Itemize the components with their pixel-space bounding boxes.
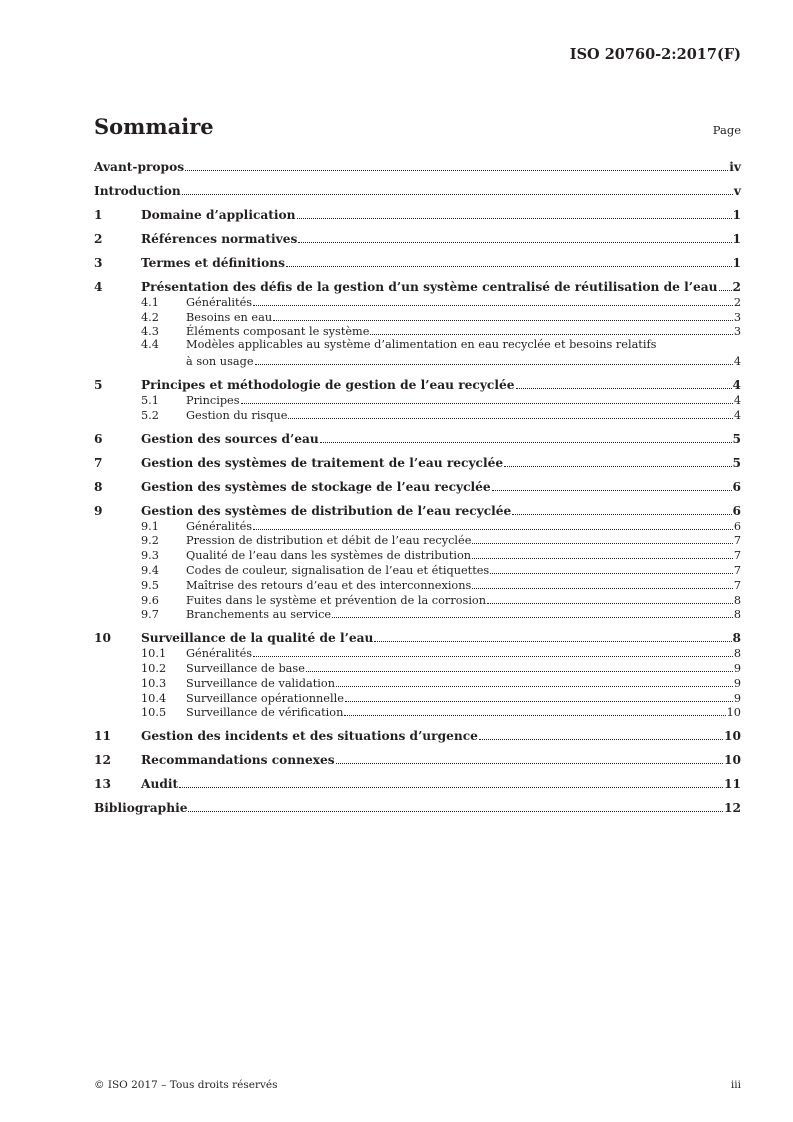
toc-entry-number: 1 <box>94 208 103 222</box>
dot-leader <box>370 333 732 335</box>
toc-entry-page: 4 <box>733 393 741 407</box>
dot-leader <box>344 714 725 716</box>
toc-entry-number: 9.3 <box>141 549 159 563</box>
toc-entry-page: 9 <box>733 676 741 690</box>
toc-entry-page: 6 <box>732 503 741 518</box>
toc-subentry-4-3[interactable] <box>94 324 741 339</box>
toc-entry-page: 7 <box>733 563 741 577</box>
toc-subentry-10-1[interactable] <box>94 645 741 660</box>
toc-entry-page: 6 <box>732 479 741 494</box>
dot-leader <box>253 655 733 657</box>
toc-entry-page: 7 <box>733 534 741 548</box>
toc-subentry-10-5[interactable] <box>94 705 741 720</box>
copyright-notice: © ISO 2017 – Tous droits réservés <box>94 1079 278 1091</box>
toc-entry-number: 10 <box>94 631 111 646</box>
toc-entry-label: Besoins en eau <box>186 310 273 324</box>
toc-entry-label: Codes de couleur, signalisation de l’eau et étiquettes <box>186 563 490 577</box>
toc-entry-avant-propos[interactable] <box>94 155 741 174</box>
toc-subentry-9-1[interactable] <box>94 518 741 533</box>
dot-leader <box>253 304 733 306</box>
toc-entry-label: Gestion des incidents et des situations d’urgence <box>141 729 478 744</box>
toc-entry-page: 9 <box>733 691 741 705</box>
toc-entry-2[interactable] <box>94 222 741 246</box>
dot-leader <box>255 363 733 365</box>
toc-subentry-5-2[interactable] <box>94 407 741 422</box>
toc-entry-label: Surveillance de vérification <box>186 706 344 720</box>
toc-entry-page: 7 <box>733 549 741 563</box>
toc-entry-label-continued: à son usage <box>186 355 254 369</box>
dot-leader <box>182 193 733 195</box>
toc-entry-number: 9.2 <box>141 534 159 548</box>
toc-entry-page: 10 <box>724 729 741 744</box>
toc-entry-label: Généralités <box>186 295 253 309</box>
toc-entry-page: 8 <box>732 631 741 646</box>
dot-leader <box>306 670 733 672</box>
page-title: Sommaire <box>94 114 214 139</box>
toc-entry-number: 11 <box>94 729 111 744</box>
toc-entry-number: 12 <box>94 753 111 768</box>
toc-entry-number: 9.1 <box>141 519 159 533</box>
toc-entry-number: 13 <box>94 777 111 792</box>
toc-entry-3[interactable] <box>94 246 741 270</box>
toc-entry-label: Introduction <box>94 184 181 198</box>
toc-entry-page: v <box>733 184 741 198</box>
toc-entry-number: 9.6 <box>141 593 159 607</box>
toc-entry-label: Principes et méthodologie de gestion de l’eau recyclée <box>141 378 515 393</box>
toc-entry-number: 9.5 <box>141 578 159 592</box>
dot-leader <box>336 685 733 687</box>
toc-subentry-9-6[interactable] <box>94 592 741 607</box>
toc-entry-label: Audit <box>141 777 179 792</box>
toc-entry-number: 4.4 <box>141 338 159 352</box>
dot-leader <box>241 402 733 404</box>
dot-leader <box>179 786 723 788</box>
toc-entry-number: 8 <box>94 479 103 494</box>
toc-subentry-9-4[interactable] <box>94 562 741 577</box>
toc-entry-page: 2 <box>732 280 741 294</box>
toc-subentry-10-3[interactable] <box>94 675 741 690</box>
toc-entry-7[interactable] <box>94 446 741 470</box>
toc-entry-page: 8 <box>733 647 741 661</box>
toc-entry-9[interactable] <box>94 494 741 518</box>
toc-entry-page: 8 <box>733 608 741 622</box>
dot-leader <box>332 616 733 618</box>
toc-entry-1[interactable] <box>94 198 741 222</box>
toc-entry-11[interactable] <box>94 719 741 743</box>
toc-entry-number: 7 <box>94 455 103 470</box>
page-footer <box>94 1079 741 1091</box>
toc-entry-page: 11 <box>724 777 741 792</box>
toc-entry-page: 1 <box>732 232 741 246</box>
toc-entry-label: Qualité de l’eau dans les systèmes de distribution <box>186 549 472 563</box>
dot-leader <box>288 417 732 419</box>
dot-leader <box>472 587 733 589</box>
toc-entry-page: 4 <box>732 378 741 393</box>
toc-entry-number: 10.1 <box>141 647 167 661</box>
toc-entry-page: 4 <box>733 355 741 369</box>
toc-entry-label: Pression de distribution et débit de l’eau recyclée <box>186 534 472 548</box>
toc-subentry-5-1[interactable] <box>94 392 741 407</box>
toc-entry-number: 4 <box>94 280 103 294</box>
toc-entry-5[interactable] <box>94 368 741 392</box>
toc-subentry-4-4[interactable] <box>94 338 741 368</box>
dot-leader <box>490 572 733 574</box>
toc-entry-number: 6 <box>94 431 103 446</box>
toc-entry-label: Éléments composant le système <box>186 325 370 339</box>
toc-entry-label: Branchements au service <box>186 608 332 622</box>
toc-entry-number: 4.3 <box>141 325 159 339</box>
toc-entry-label: Surveillance opérationnelle <box>186 691 344 705</box>
toc-entry-label: Surveillance de la qualité de l’eau <box>141 631 374 646</box>
toc-entry-page: 6 <box>733 519 741 533</box>
toc-entry-page: 7 <box>733 578 741 592</box>
toc-entry-number: 3 <box>94 256 103 270</box>
dot-leader <box>185 169 728 171</box>
toc-subentry-4-2[interactable] <box>94 309 741 324</box>
toc-subentry-4-1[interactable] <box>94 294 741 309</box>
dot-leader <box>336 762 723 764</box>
toc-entry-label: Maîtrise des retours d’eau et des interconnexions <box>186 578 472 592</box>
toc-subentry-10-2[interactable] <box>94 660 741 675</box>
toc-entry-page: 3 <box>733 325 741 339</box>
toc-entry-4[interactable] <box>94 270 741 294</box>
toc-entry-page: iv <box>729 160 741 174</box>
toc-subentry-9-5[interactable] <box>94 577 741 592</box>
toc-subentry-9-7[interactable] <box>94 607 741 622</box>
toc-entry-number: 9.4 <box>141 563 159 577</box>
toc-entry-13[interactable] <box>94 767 741 791</box>
dot-leader <box>472 542 732 544</box>
dot-leader <box>286 265 732 267</box>
toc-entry-number: 5.1 <box>141 393 159 407</box>
toc-entry-label: Présentation des défis de la gestion d’un système centralisé de réutilisation de l’eau <box>141 280 718 294</box>
page-column-label: Page <box>712 123 741 137</box>
dot-leader <box>253 528 733 530</box>
toc-entry-page: 12 <box>724 801 741 816</box>
dot-leader <box>273 319 733 321</box>
toc-entry-label: Gestion des systèmes de traitement de l’eau recyclée <box>141 455 504 470</box>
toc-entry-page: 10 <box>726 706 741 720</box>
dot-leader <box>479 738 723 740</box>
dot-leader <box>345 700 733 702</box>
toc-entry-page: 2 <box>733 295 741 309</box>
toc-entry-label: Gestion des sources d’eau <box>141 431 319 446</box>
toc-entry-label: Généralités <box>186 519 253 533</box>
toc-entry-number: 10.5 <box>141 706 167 720</box>
toc-entry-label: Modèles applicables au système d’alimentation en eau recyclée et besoins relatifs <box>186 338 657 352</box>
dot-leader <box>516 387 732 389</box>
toc-entry-label: Termes et définitions <box>141 256 285 270</box>
toc-entry-label: Gestion des systèmes de stockage de l’eau recyclée <box>141 479 491 494</box>
dot-leader <box>719 289 732 291</box>
toc-entry-6[interactable] <box>94 422 741 446</box>
toc-entry-number: 2 <box>94 232 103 246</box>
toc-entry-10[interactable] <box>94 621 741 645</box>
dot-leader <box>492 489 732 491</box>
toc-subentry-9-3[interactable] <box>94 547 741 562</box>
toc-entry-number: 4.1 <box>141 295 159 309</box>
dot-leader <box>320 441 732 443</box>
toc-entry-label: Généralités <box>186 647 253 661</box>
toc-entry-number: 10.4 <box>141 691 167 705</box>
dot-leader <box>472 557 733 559</box>
toc-entry-number: 10.3 <box>141 676 167 690</box>
toc-entry-page: 9 <box>733 661 741 675</box>
toc-entry-12[interactable] <box>94 743 741 767</box>
dot-leader <box>188 810 723 812</box>
dot-leader <box>512 513 731 515</box>
toc-entry-label: Fuites dans le système et prévention de la corrosion <box>186 593 487 607</box>
toc-entry-page: 8 <box>733 593 741 607</box>
toc-entry-label: Recommandations connexes <box>141 753 335 768</box>
dot-leader <box>298 241 731 243</box>
toc-entry-label: Domaine d’application <box>141 208 296 222</box>
toc-entry-page: 3 <box>733 310 741 324</box>
toc-entry-page: 1 <box>732 208 741 222</box>
dot-leader <box>374 640 731 642</box>
toc-entry-page: 5 <box>732 431 741 446</box>
toc-subentry-10-4[interactable] <box>94 690 741 705</box>
dot-leader <box>297 217 732 219</box>
toc-entry-label: Références normatives <box>141 232 298 246</box>
toc-entry-label: Surveillance de validation <box>186 676 335 690</box>
toc-title-row <box>94 114 741 139</box>
toc-entry-label: Principes <box>186 393 240 407</box>
table-of-contents <box>94 155 741 815</box>
toc-entry-label: Bibliographie <box>94 801 188 816</box>
page-number: iii <box>730 1079 741 1091</box>
toc-entry-page: 1 <box>732 256 741 270</box>
toc-subentry-9-2[interactable] <box>94 533 741 548</box>
toc-entry-number: 9.7 <box>141 608 159 622</box>
toc-entry-number: 4.2 <box>141 310 159 324</box>
toc-entry-number: 5.2 <box>141 408 159 422</box>
toc-entry-label: Surveillance de base <box>186 661 305 675</box>
toc-entry-page: 5 <box>732 455 741 470</box>
toc-entry-label: Gestion des systèmes de distribution de l’eau recyclée <box>141 503 512 518</box>
toc-entry-number: 10.2 <box>141 661 167 675</box>
toc-entry-number: 9 <box>94 503 103 518</box>
dot-leader <box>487 602 733 604</box>
toc-entry-8[interactable] <box>94 470 741 494</box>
toc-entry-number: 5 <box>94 378 103 393</box>
dot-leader <box>504 465 731 467</box>
document-code: ISO 20760-2:2017(F) <box>569 46 741 63</box>
toc-entry-page: 10 <box>724 753 741 768</box>
toc-entry-label: Avant-propos <box>94 160 185 174</box>
toc-entry-page: 4 <box>733 408 741 422</box>
toc-entry-label: Gestion du risque <box>186 408 288 422</box>
toc-entry-bibliographie[interactable] <box>94 791 741 815</box>
toc-entry-introduction[interactable] <box>94 174 741 198</box>
